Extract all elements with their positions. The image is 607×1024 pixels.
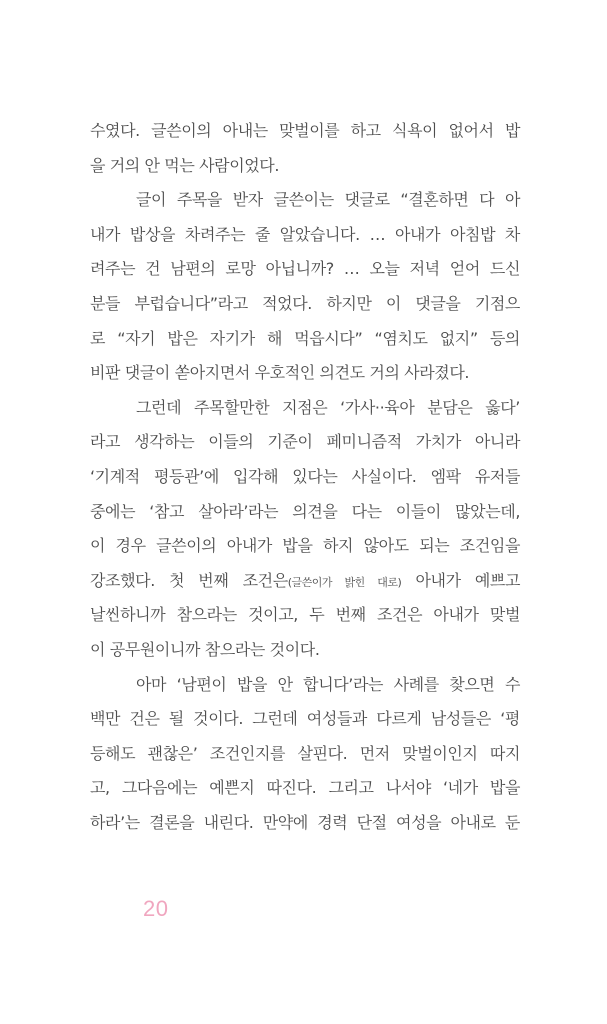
text-line: 려주는 건 남편의 로망 아닙니까? … 오늘 저녁 얻어 드신: [90, 259, 520, 279]
text-line: 을 거의 안 먹는 사람이었다.: [90, 155, 280, 175]
text-fragment: 아내가 예쁘고: [401, 570, 521, 590]
text-line: 내가 밥상을 차려주는 줄 알았습니다. … 아내가 아침밥 차: [90, 224, 520, 244]
text-line: 등해도 괜찮은’ 조건인지를 살핀다. 먼저 맞벌이인지 따지: [90, 743, 520, 763]
paragraph-start-line: 그런데 주목할만한 지점은 ‘가사··육아 분담은 옳다’: [136, 397, 520, 417]
text-line: 고, 그다음에는 예쁜지 따진다. 그리고 나서야 ‘네가 밥을: [90, 778, 520, 798]
text-line: 로 “자기 밥은 자기가 해 먹읍시다” “염치도 없지” 등의: [90, 328, 520, 348]
book-page-body: [90, 114, 520, 840]
text-fragment: 강조했다. 첫 번째 조건은: [90, 570, 288, 590]
text-line: ‘기계적 평등관’에 입각해 있다는 사실이다. 엠팍 유저들: [90, 466, 520, 486]
text-line: 하라’는 결론을 내린다. 만약에 경력 단절 여성을 아내로 둔: [90, 812, 520, 832]
paragraph-start-line: 글이 주목을 받자 글쓴이는 댓글로 “결혼하면 다 아: [136, 190, 520, 210]
text-line: 비판 댓글이 쏟아지면서 우호적인 의견도 거의 사라졌다.: [90, 363, 470, 383]
text-line: 중에는 ‘참고 살아라’라는 의견을 다는 이들이 많았는데,: [90, 501, 520, 521]
paragraph-start-line: 아마 ‘남편이 밥을 안 합니다’라는 사례를 찾으면 수: [136, 674, 520, 694]
page-number: 20: [143, 896, 169, 921]
text-line: 분들 부럽습니다”라고 적었다. 하지만 이 댓글을 기점으: [90, 293, 520, 313]
text-line: 수였다. 글쓴이의 아내는 맞벌이를 하고 식욕이 없어서 밥: [90, 121, 520, 140]
parenthetical-aside: (글쓴이가 밝힌 대로): [287, 575, 402, 589]
text-line: 날씬하니까 참으라는 것이고, 두 번째 조건은 아내가 맞벌: [90, 605, 520, 625]
text-line-with-aside: [90, 564, 520, 599]
text-line: 백만 건은 될 것이다. 그런데 여성들과 다르게 남성들은 ‘평: [90, 709, 520, 729]
text-line: 이 공무원이니까 참으라는 것이다.: [90, 639, 320, 659]
text-line: 이 경우 글쓴이의 아내가 밥을 하지 않아도 되는 조건임을: [90, 536, 520, 556]
text-line: 라고 생각하는 이들의 기준이 페미니즘적 가치가 아니라: [90, 432, 520, 452]
